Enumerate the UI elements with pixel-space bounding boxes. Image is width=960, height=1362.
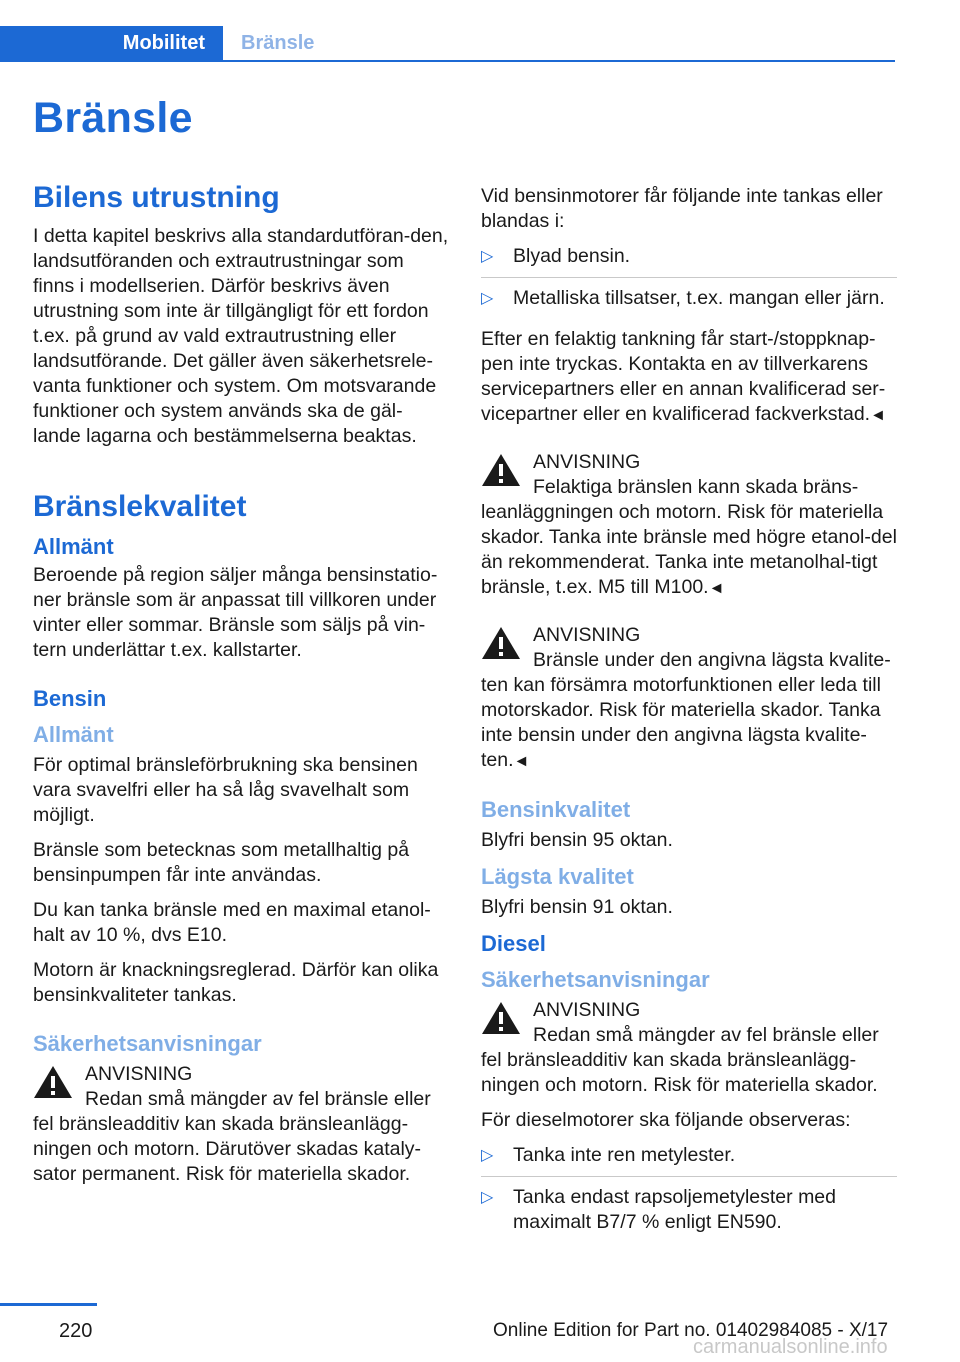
warning-first-line: Felaktiga bränslen kann skada bräns- — [533, 476, 859, 498]
page-number: 220 — [59, 1320, 93, 1342]
triangle-bullet-icon: ▷ — [481, 290, 494, 307]
heading-equipment: Bilens utrustning — [33, 181, 280, 214]
paragraph-sulfur: För optimal bränsleförbrukning ska bensinen vara svavelfri eller ha så låg svavelhalt som möjligt. — [33, 754, 418, 826]
paragraph-ethanol: Du kan tanka bränsle med en maximal etanol-halt av 10 %, dvs E10. — [33, 899, 431, 946]
heading-safety: Säkerhetsanvisningar — [33, 1031, 262, 1056]
chapter-tabs — [0, 26, 895, 62]
warning-text: leanläggningen och motorn. Risk för materiella skador. Tanka inte bränsle med högre etanol-del än rekommenderat. Tanka inte metanolhal-tigt bränsle, t.ex. M5 till M100. — [481, 501, 897, 598]
heading-min-quality: Lägsta kvalitet — [481, 864, 634, 889]
list-item: ▷ Metalliska tillsatser, t.ex. mangan eller järn. — [481, 287, 885, 309]
warning-label: ANVISNING — [533, 624, 641, 646]
warning-notice — [481, 450, 897, 601]
triangle-bullet-icon: ▷ — [481, 1147, 494, 1164]
list-item: ▷ Blyad bensin. — [481, 244, 897, 278]
warning-triangle-icon — [481, 452, 521, 488]
warning-triangle-icon — [481, 625, 521, 661]
paragraph-misfuel: Efter en felaktig tankning får start-/stoppknap-pen inte tryckas. Kontakta en av tillverkarens servicepartners eller en annan kvalificerad ser-vicepartner eller en kvalificerad fackverkstad.◄ — [481, 328, 886, 425]
heading-petrol-general: Allmänt — [33, 722, 114, 747]
watermark: carmanualsonline.info — [693, 1336, 888, 1358]
header-rule — [0, 60, 895, 62]
spacer — [481, 611, 897, 623]
warning-triangle-icon — [481, 1000, 521, 1036]
spacer — [33, 459, 449, 489]
spacer — [33, 673, 449, 685]
triangle-bullet-icon: ▷ — [481, 1189, 494, 1206]
list-item: ▷ Tanka endast rapsoljemetylester med maximalt B7/7 % enligt EN590. — [481, 1186, 836, 1233]
warning-first-line: Redan små mängder av fel bränsle eller — [533, 1024, 879, 1046]
heading-fuel-quality: Bränslekvalitet — [33, 490, 247, 523]
warning-text: ten kan försämra motorfunktionen eller leda till motorskador. Risk för materiella skador. Tanka inte bensin under den angivna lägsta kvalite-ten. — [481, 674, 881, 771]
paragraph-metal: Bränsle som betecknas som metallhaltig på bensinpumpen får inte användas. — [33, 839, 410, 886]
heading-general: Allmänt — [33, 534, 114, 559]
warning-notice — [481, 623, 897, 774]
paragraph-diesel: För dieselmotorer ska följande observeras: — [481, 1109, 851, 1131]
forbidden-list — [481, 244, 897, 319]
triangle-bullet-icon: ▷ — [481, 248, 494, 265]
warning-first-line: Redan små mängder av fel bränsle eller — [85, 1088, 431, 1110]
heading-diesel: Diesel — [481, 931, 546, 956]
list-item: ▷ Tanka inte ren metylester. — [481, 1143, 897, 1177]
heading-petrol: Bensin — [33, 686, 107, 711]
end-mark-icon: ◄ — [708, 580, 725, 597]
heading-petrol-quality: Bensinkvalitet — [481, 797, 631, 822]
warning-label: ANVISNING — [533, 999, 641, 1021]
warning-text: fel bränsleadditiv kan skada bränsleanlägg-ningen och motorn. Risk för materiella skador. — [481, 1049, 878, 1096]
warning-text: fel bränsleadditiv kan skada bränsleanlägg-ningen och motorn. Därutöver skadas kataly-sator permanent. Risk för materiella skador. — [33, 1113, 422, 1185]
spacer — [481, 784, 897, 796]
spacer — [481, 438, 897, 450]
warning-label: ANVISNING — [533, 451, 641, 473]
edition-note: Online Edition for Part no. 01402984085 - X/17 — [493, 1320, 889, 1341]
end-mark-icon: ◄ — [513, 753, 530, 770]
tab-bransle[interactable]: Bränsle — [241, 32, 315, 54]
paragraph-min-quality: Blyfri bensin 91 oktan. — [481, 896, 673, 918]
warning-notice — [481, 998, 897, 1098]
paragraph-petrol-intro: Vid bensinmotorer får följande inte tankas eller blandas i: — [481, 185, 883, 232]
tab-mobilitet[interactable]: Mobilitet — [0, 26, 223, 60]
warning-notice — [33, 1062, 449, 1187]
warning-label: ANVISNING — [85, 1063, 193, 1085]
warning-triangle-icon — [33, 1064, 73, 1100]
spacer — [33, 1018, 449, 1030]
end-mark-icon: ◄ — [870, 407, 886, 424]
diesel-list — [481, 1143, 897, 1243]
right-column — [481, 184, 897, 1251]
warning-first-line: Bränsle under den angivna lägsta kvalite- — [533, 649, 891, 671]
footer-rule — [0, 1303, 97, 1306]
left-column — [33, 180, 449, 1197]
paragraph-general: Beroende på region säljer många bensinstatio-ner bränsle som är anpassat till villkoren under vinter eller sommar. Bränsle som säljs på vin-tern underlättar t.ex. kallstarter. — [33, 564, 438, 661]
paragraph-petrol-quality: Blyfri bensin 95 oktan. — [481, 829, 673, 851]
paragraph-knock: Motorn är knackningsreglerad. Därför kan olika bensinkvaliteter tankas. — [33, 959, 439, 1006]
heading-diesel-safety: Säkerhetsanvisningar — [481, 967, 710, 992]
page-title: Bränsle — [33, 94, 193, 142]
paragraph-equipment: I detta kapitel beskrivs alla standardutföran-den, landsutföranden och extrautrustningar som finns i modellserien. Därför beskrivs även utrustning som inte är tillgängligt för ett fordon t.ex. på grund av vald extrautrustning eller landsutförande. Det gäller även säkerhetsrele-vanta funktioner och system. Om motsvarande funktioner och system används ska de gäl-lande lagarna och bestämmelserna beaktas. — [33, 225, 449, 447]
